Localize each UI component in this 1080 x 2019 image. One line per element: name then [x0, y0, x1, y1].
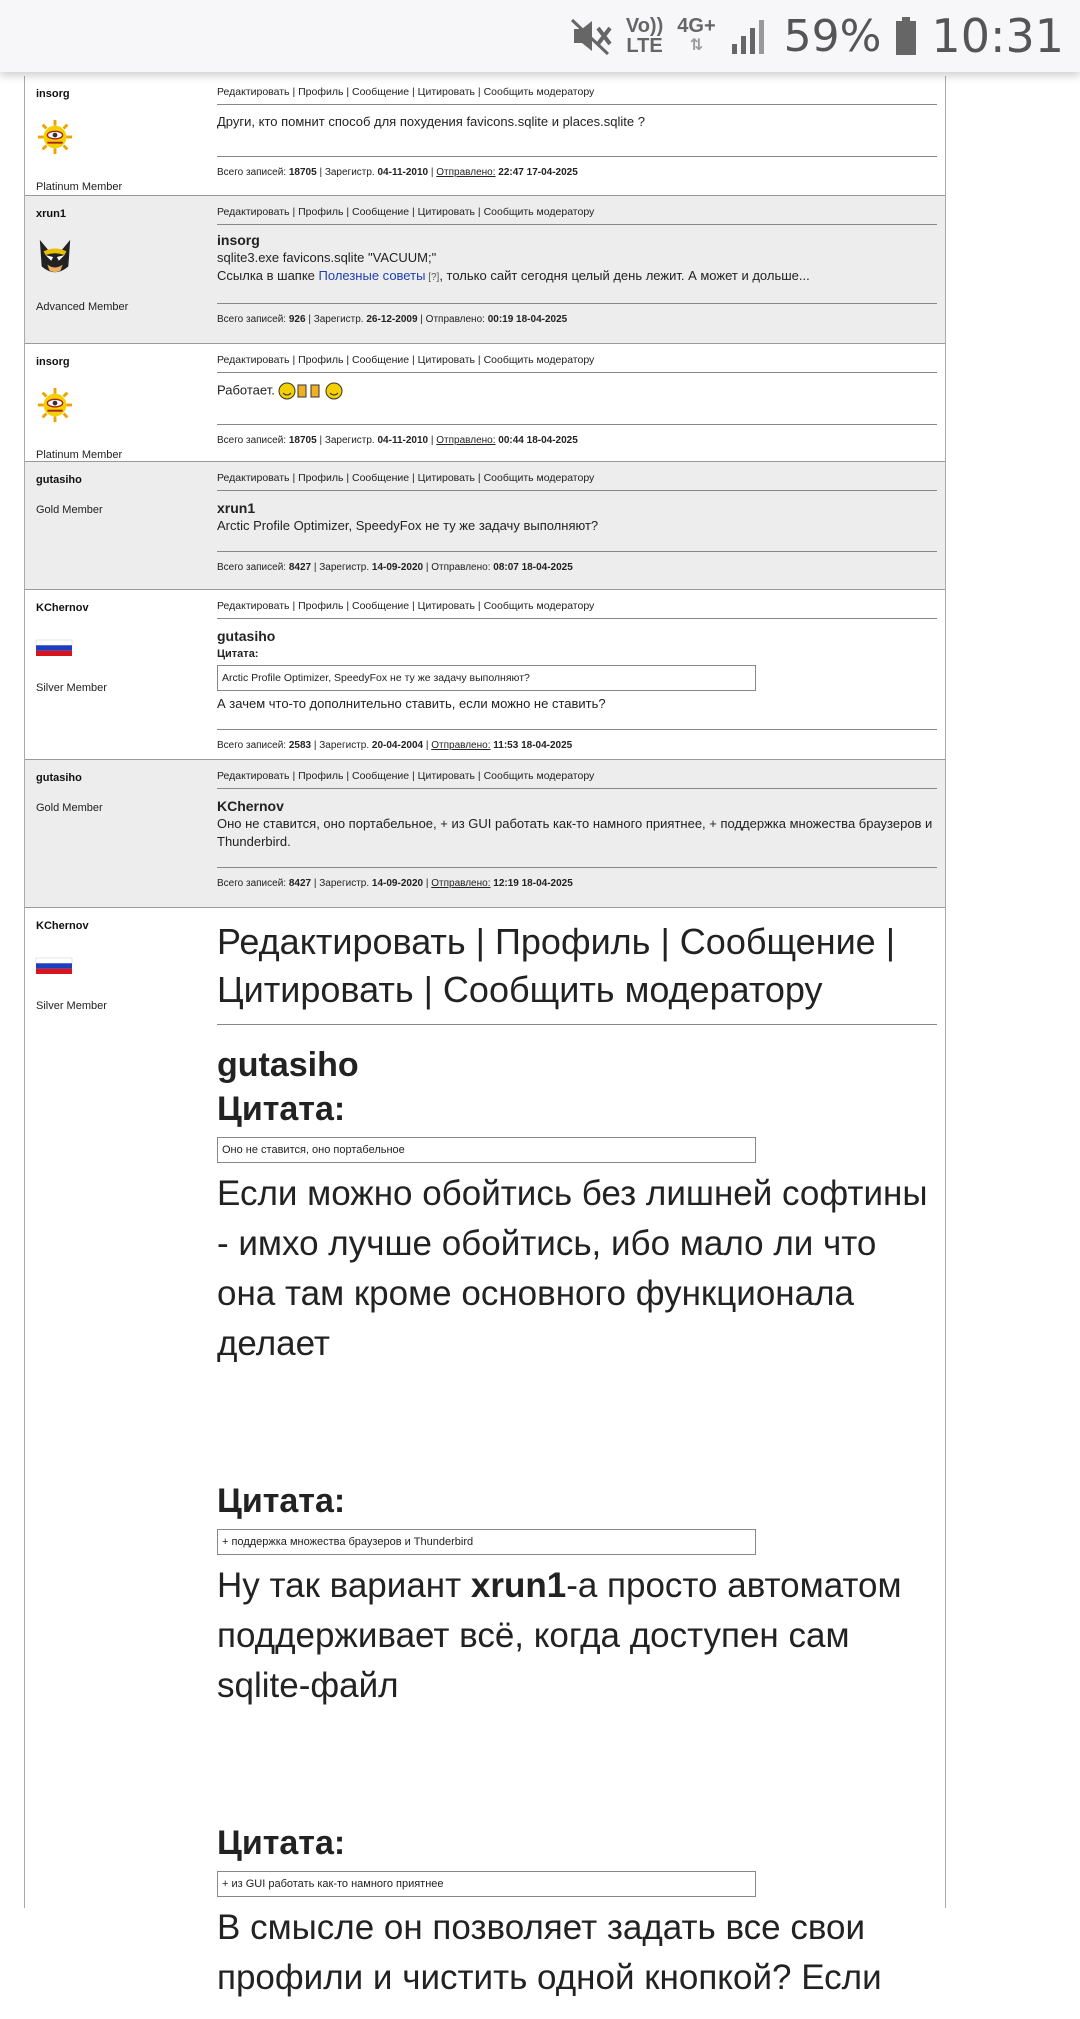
sent-label[interactable]: Отправлено:	[436, 167, 496, 178]
reg-label: | Зарегистр.	[316, 435, 378, 446]
post-text-line: sqlite3.exe favicons.sqlite "VACUUM;"	[217, 250, 437, 265]
post-text: Други, кто помнит способ для похудения favicons.sqlite и places.sqlite ?	[217, 114, 645, 129]
posts-count: 926	[288, 314, 306, 325]
post-actions[interactable]: Редактировать | Профиль | Сообщение | Цитировать | Сообщить модератору	[217, 206, 937, 225]
reg-date: 26-12-2009	[366, 314, 418, 325]
sun-eye-avatar-icon	[36, 118, 74, 156]
data-arrows-icon: ⇅	[689, 37, 704, 54]
footer-prefix: Всего записей:	[217, 435, 289, 446]
sent-date: 22:47 17-04-2025	[498, 167, 578, 178]
author-rank: Silver Member	[36, 1000, 107, 1012]
quote-box: + из GUI работать как-то намного приятнее	[217, 1871, 756, 1897]
forum-post	[25, 344, 945, 462]
text-segment: -а просто автоматом поддерживает всё, когда доступен сам sqlite-файл	[217, 1566, 902, 1705]
forum-post	[25, 196, 945, 344]
post-author	[36, 356, 216, 461]
clock: 10:31	[931, 9, 1064, 63]
author-name[interactable]: KChernov	[36, 602, 89, 614]
russia-flag-icon	[36, 958, 72, 974]
author-name[interactable]: gutasiho	[36, 772, 82, 784]
quote-author: xrun1	[217, 500, 256, 516]
reg-label: | Зарегистр.	[305, 314, 367, 325]
post-actions[interactable]: Редактировать | Профиль | Сообщение | Цитировать | Сообщить модератору	[217, 918, 937, 1025]
help-mark[interactable]: [?]	[425, 272, 440, 283]
reg-date: 04-11-2010	[377, 167, 429, 178]
mute-icon	[570, 16, 612, 56]
quote-label: Цитата:	[217, 1482, 346, 1520]
sent-date: 00:19 18-04-2025	[487, 314, 568, 325]
sent-date: 11:53 18-04-2025	[493, 740, 573, 751]
reg-label: | Зарегистр.	[311, 878, 372, 889]
battery-icon	[895, 16, 917, 56]
forum-post	[25, 590, 945, 760]
posts-count: 8427	[288, 562, 312, 573]
author-rank: Gold Member	[36, 504, 103, 516]
quote-box: Оно не ставится, оно портабельное	[217, 1137, 756, 1163]
quote-author: gutasiho	[217, 1046, 359, 1084]
status-icons	[570, 0, 1064, 72]
beer-smiley-icon	[278, 381, 344, 401]
post-content	[217, 206, 937, 325]
author-rank: Advanced Member	[36, 301, 129, 313]
forum-post	[25, 76, 945, 196]
volte-top: Vo))	[625, 15, 664, 37]
volte-indicator	[626, 16, 663, 56]
post-text: Оно не ставится, оно портабельное, + из GUI работать как-то намного приятнее, + поддержка множества браузеров и Thunderbird.	[217, 816, 933, 849]
quote-label: Цитата:	[217, 648, 259, 660]
signal-icon	[730, 16, 770, 56]
posts-count: 18705	[288, 435, 317, 446]
post-footer: Всего записей: 18705 | Зарегистр. 04-11-2010 | Отправлено: 00:44 18-04-2025	[217, 435, 578, 446]
posts-count: 2583	[288, 740, 312, 751]
post-body	[217, 491, 937, 552]
sent-date: 00:44 18-04-2025	[498, 435, 578, 446]
post-author	[36, 772, 216, 814]
quote-label: Цитата:	[217, 1824, 346, 1862]
post-actions[interactable]: Редактировать | Профиль | Сообщение | Цитировать | Сообщить модератору	[217, 472, 937, 491]
quote-box: + поддержка множества браузеров и Thunderbird	[217, 1529, 756, 1555]
russia-flag-icon	[36, 640, 72, 656]
post-author	[36, 88, 216, 193]
post-body	[217, 1025, 937, 2019]
author-name[interactable]: KChernov	[36, 920, 89, 932]
reg-label: | Зарегистр.	[316, 167, 378, 178]
post-actions[interactable]: Редактировать | Профиль | Сообщение | Цитировать | Сообщить модератору	[217, 354, 937, 373]
quote-author: insorg	[217, 232, 260, 248]
author-rank: Gold Member	[36, 802, 103, 814]
post-content	[217, 918, 937, 2019]
post-text: В смысле он позволяет задать все свои профили и чистить одной кнопкой? Если	[217, 1908, 882, 1997]
post-content	[217, 600, 937, 751]
post-body	[217, 619, 937, 730]
network-type	[677, 16, 715, 56]
posts-count: 8427	[288, 878, 312, 889]
post-footer: Всего записей: 2583 | Зарегистр. 20-04-2004 | Отправлено: 11:53 18-04-2025	[217, 740, 573, 751]
author-rank: Silver Member	[36, 682, 107, 694]
author-name[interactable]: insorg	[36, 88, 70, 100]
post-footer: Всего записей: 926 | Зарегистр. 26-12-2009 | Отправлено: 00:19 18-04-2025	[217, 314, 568, 325]
reg-label: | Зарегистр.	[311, 740, 372, 751]
sun-eye-avatar-icon	[36, 386, 74, 424]
author-name[interactable]: gutasiho	[36, 474, 82, 486]
post-body	[217, 373, 937, 425]
text-segment: Ну так вариант	[217, 1566, 471, 1605]
battery-percent: 59%	[783, 10, 882, 62]
post-content	[217, 770, 937, 889]
post-actions[interactable]: Редактировать | Профиль | Сообщение | Цитировать | Сообщить модератору	[217, 600, 937, 619]
wolverine-avatar-icon	[36, 238, 74, 276]
text-segment: Ссылка в шапке	[217, 268, 319, 283]
footer-prefix: Всего записей:	[217, 562, 289, 573]
reg-label: | Зарегистр.	[311, 562, 372, 573]
post-content	[217, 354, 937, 446]
author-name[interactable]: insorg	[36, 356, 70, 368]
author-rank: Platinum Member	[36, 181, 123, 193]
sent-date: 12:19 18-04-2025	[493, 878, 573, 889]
post-actions[interactable]: Редактировать | Профиль | Сообщение | Цитировать | Сообщить модератору	[217, 770, 937, 789]
author-name[interactable]: xrun1	[36, 208, 66, 220]
quote-author: KChernov	[217, 798, 284, 814]
post-body	[217, 225, 937, 304]
forum-post	[25, 908, 945, 1997]
post-content	[217, 472, 937, 573]
post-content	[217, 86, 937, 178]
sent-label[interactable]: Отправлено:	[431, 878, 491, 889]
sent-label: Отправлено:	[431, 562, 491, 573]
reg-date: 04-11-2010	[377, 435, 429, 446]
footer-prefix: Всего записей:	[217, 314, 289, 325]
forum-post	[25, 760, 945, 908]
sent-label: Отправлено:	[425, 314, 485, 325]
volte-bottom: LTE	[626, 35, 663, 57]
forum-thread	[24, 76, 946, 1997]
post-text: Arctic Profile Optimizer, SpeedyFox не ту же задачу выполняют?	[217, 518, 599, 533]
post-author	[36, 920, 216, 1012]
quote-label: Цитата:	[217, 1090, 346, 1128]
forum-post	[25, 462, 945, 590]
mentioned-user: xrun1	[470, 1566, 567, 1605]
footer-prefix: Всего записей:	[217, 740, 289, 751]
quote-box: Arctic Profile Optimizer, SpeedyFox не ту же задачу выполняют?	[217, 665, 756, 691]
sent-date: 08:07 18-04-2025	[493, 562, 573, 573]
post-footer: Всего записей: 18705 | Зарегистр. 04-11-2010 | Отправлено: 22:47 17-04-2025	[217, 167, 578, 178]
author-rank: Platinum Member	[36, 449, 123, 461]
post-author	[36, 474, 216, 516]
post-text-line	[217, 267, 937, 287]
sent-label[interactable]: Отправлено:	[436, 435, 496, 446]
network-type-label: 4G+	[677, 15, 716, 37]
post-text: Если можно обойтись без лишней софтины - имхо лучше обойтись, ибо мало ли что она там кроме основного функционала делает	[217, 1174, 928, 1363]
text-segment: , только сайт сегодня целый день лежит. А может и дольше...	[439, 268, 810, 283]
post-text: Работает.	[217, 382, 279, 398]
post-footer: Всего записей: 8427 | Зарегистр. 14-09-2020 | Отправлено: 08:07 18-04-2025	[217, 562, 573, 573]
reg-date: 14-09-2020	[371, 562, 424, 573]
sent-label[interactable]: Отправлено:	[431, 740, 491, 751]
quote-author: gutasiho	[217, 628, 276, 644]
post-body	[217, 105, 937, 157]
post-text	[217, 1561, 937, 1711]
useful-tips-link[interactable]: Полезные советы	[318, 268, 426, 283]
reg-date: 14-09-2020	[371, 878, 424, 889]
reg-date: 20-04-2004	[371, 740, 424, 751]
post-actions[interactable]: Редактировать | Профиль | Сообщение | Цитировать | Сообщить модератору	[217, 86, 937, 105]
post-author	[36, 208, 216, 313]
post-footer: Всего записей: 8427 | Зарегистр. 14-09-2020 | Отправлено: 12:19 18-04-2025	[217, 878, 573, 889]
footer-prefix: Всего записей:	[217, 878, 289, 889]
post-text: А зачем что-то дополнительно ставить, если можно не ставить?	[217, 696, 606, 711]
posts-count: 18705	[288, 167, 317, 178]
post-body	[217, 789, 937, 868]
status-bar	[0, 0, 1080, 72]
post-author	[36, 602, 216, 694]
footer-prefix: Всего записей:	[217, 167, 289, 178]
